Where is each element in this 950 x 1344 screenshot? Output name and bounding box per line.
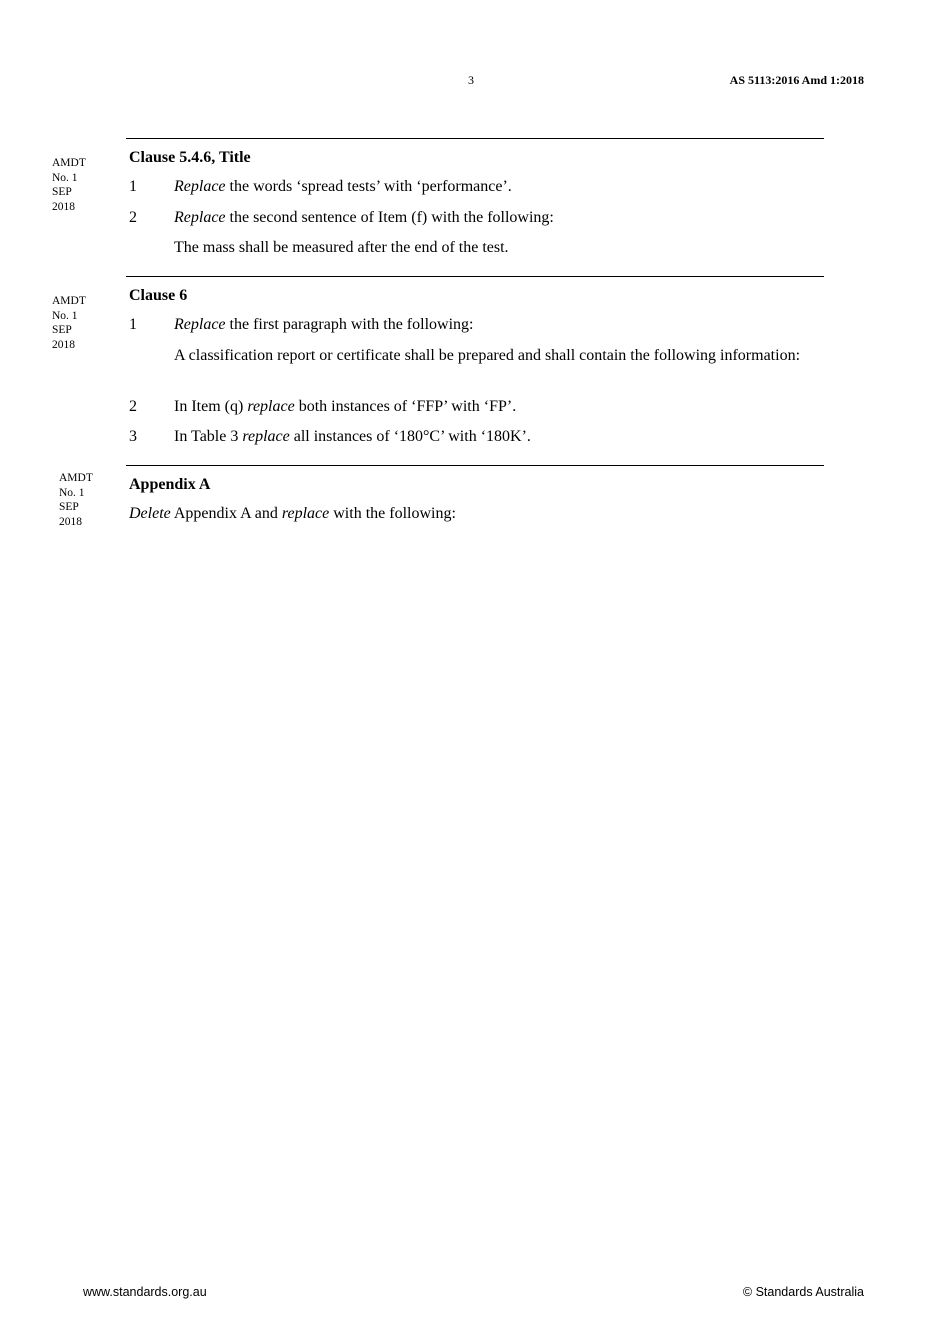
item-number: 1 [129,316,137,333]
document-id: AS 5113:2016 Amd 1:2018 [729,73,864,87]
appendix-instruction [129,504,822,524]
item-verb: replace [242,428,290,445]
item-number: 3 [129,428,137,445]
amendment-note-line: AMDT [52,157,86,169]
amendment-margin-note [52,294,86,352]
section-divider [126,138,824,139]
item-verb: Replace [174,209,226,226]
amendment-note-line: SEP [59,501,79,513]
item-text [174,208,822,228]
instruction-text: Appendix A and [170,505,282,522]
item-number: 1 [129,178,137,195]
instruction-text: with the following: [329,505,456,522]
item-body: both instances of ‘FFP’ with ‘FP’. [294,398,517,415]
amendment-note-line: SEP [52,324,72,336]
item-text [174,427,822,447]
amendment-note-line: No. 1 [52,309,78,322]
section-heading: Appendix A [129,476,211,493]
amendment-note-line: No. 1 [52,171,78,184]
item-body: all instances of ‘180°C’ with ‘180K’. [289,428,531,445]
item-text [174,177,822,197]
item-verb: Replace [174,178,226,195]
quoted-replacement-text: A classification report or certificate shall be prepared and shall contain the following information: [174,347,801,364]
item-verb: replace [247,398,295,415]
amendment-note-line: 2018 [52,338,75,351]
item-body: the words ‘spread tests’ with ‘performance’. [225,178,512,195]
amendment-margin-note [59,471,93,529]
section-heading: Clause 6 [129,287,188,304]
page-number: 3 [468,73,474,87]
section-heading: Clause 5.4.6, Title [129,149,251,166]
amendment-margin-note [52,156,86,214]
item-prefix: In Item (q) [174,398,248,415]
instruction-verb: replace [281,505,330,522]
footer-website: www.standards.org.au [83,1285,207,1299]
item-number: 2 [129,209,137,226]
item-text [174,315,822,335]
item-body: the second sentence of Item (f) with the following: [225,209,554,226]
item-number: 2 [129,398,137,415]
amendment-note-line: SEP [52,186,72,198]
amendment-note-line: No. 1 [59,486,85,499]
item-body: the first paragraph with the following: [225,316,474,333]
section-divider [126,465,824,466]
instruction-verb: Delete [129,505,171,522]
item-text [174,397,822,417]
amendment-note-line: 2018 [59,515,82,528]
quoted-replacement-text: The mass shall be measured after the end of the test. [174,239,509,256]
amendment-note-line: AMDT [52,295,86,307]
footer-copyright: © Standards Australia [742,1285,864,1299]
item-prefix: In Table 3 [174,428,243,445]
amendment-note-line: 2018 [52,200,75,213]
section-divider [126,276,824,277]
amendment-note-line: AMDT [59,472,93,484]
item-verb: Replace [174,316,226,333]
